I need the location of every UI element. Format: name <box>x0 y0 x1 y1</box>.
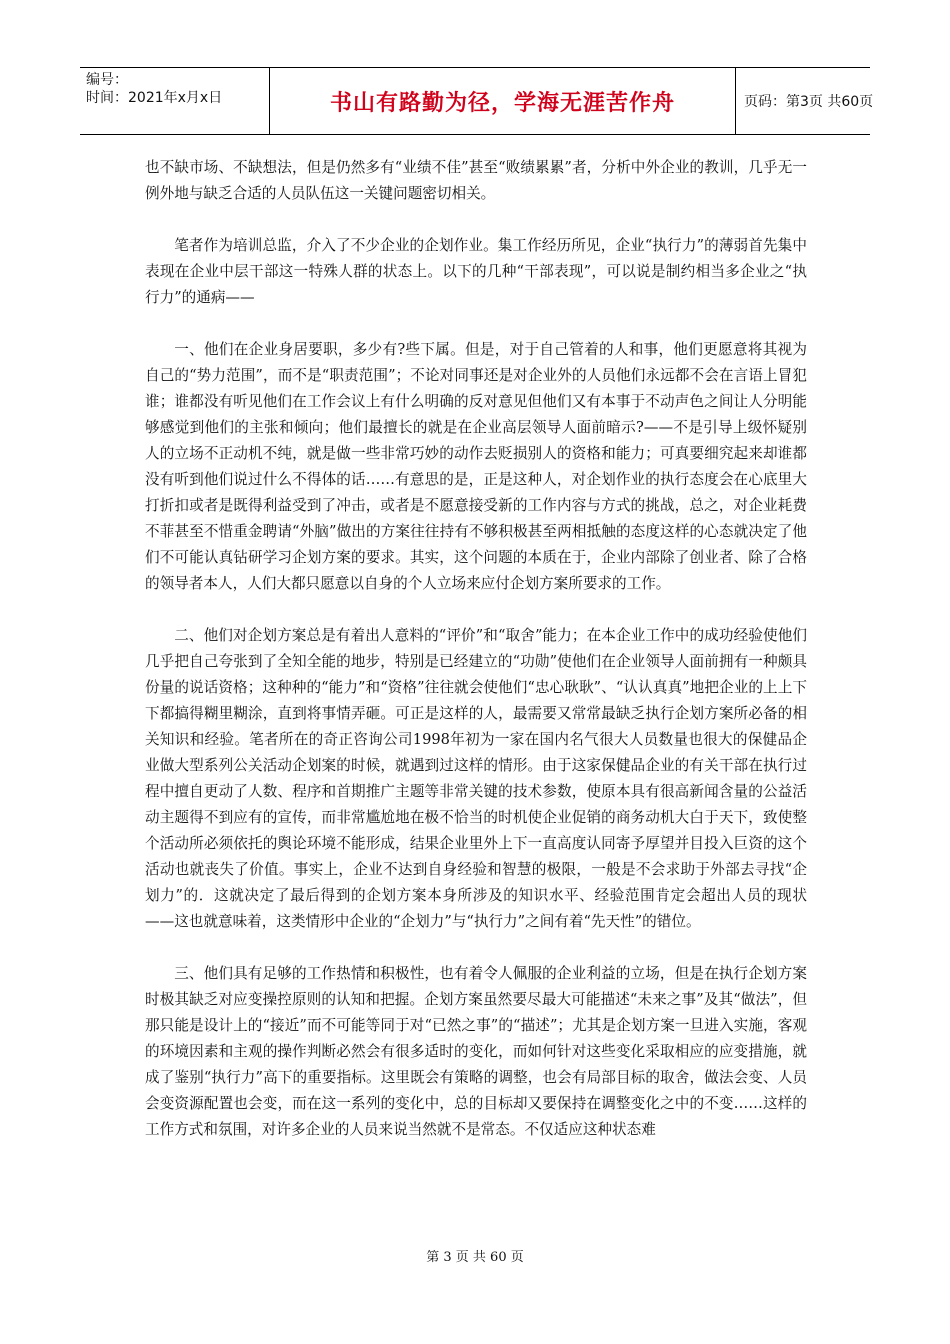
header-page-info: 页码：第3页 共60页 <box>744 94 874 110</box>
header-meta <box>80 68 270 134</box>
body-paragraph: 三、他们具有足够的工作热情和积极性，也有着令人佩服的企业利益的立场，但是在执行企划方案时极其缺乏对应变操控原则的认知和把握。企划方案虽然要尽最大可能描述“未来之事”及其“做法”，但那只能是设计上的“接近”而不可能等同于对“已然之事”的“描述”；尤其是企划方案一旦进入实施，客观的环境因素和主观的操作判断必然会有很多适时的变化，而如何针对这些变化采取相应的应变措施，就成了鉴别“执行力”高下的重要指标。这里既会有策略的调整，也会有局部目标的取舍，做法会变、人员会变资源配置也会变，而在这一系列的变化中，总的目标却又要保持在调整变化之中的不变……这样的工作方式和氛围，对许多企业的人员来说当然就不是常态。不仅适应这种状态难 <box>145 965 807 1138</box>
body-paragraph: 二、他们对企划方案总是有着出人意料的“评价”和“取舍”能力；在本企业工作中的成功经验使他们几乎把自己夸张到了全知全能的地步，特别是已经建立的“功勋”使他们在企业领导人面前拥有一种颇具份量的说话资格；这种种的“能力”和“资格”往往就会使他们“忠心耿耿”、“认认真真”地把企业的上上下下都搞得糊里糊涂，直到将事情弄砸。可正是这样的人，最需要又常常最缺乏执行企划方案所必备的相关知识和经验。笔者所在的奇正咨询公司1998年初为一家在国内名气很大人员数量也很大的保健品企业做大型系列公关活动企划案的时候，就遇到过这样的情形。由于这家保健品企业的有关干部在执行过程中擅自更动了人数、程序和首期推广主题等非常关键的技术参数，使原本具有很高新闻含量的公益活动主题得不到应有的宣传，而非常尴尬地在极不恰当的时机使企业促销的商务动机大白于天下，致使整个活动所必须依托的舆论环境不能形成，结果企业里外上下一直高度认同寄予厚望并目投入巨资的这个活动也就丧失了价值。事实上，企业不达到自身经验和智慧的极限，一般是不会求助于外部去寻找“企划力”的．这就决定了最后得到的企划方案本身所涉及的知识水平、经验范围肯定会超出人员的现状——这也就意味着，这类情形中企业的“企划力”与“执行力”之间有着“先天性”的错位。 <box>145 627 807 930</box>
page-footer: 第 3 页 共 60 页 <box>426 1250 524 1265</box>
body-paragraph: 也不缺市场、不缺想法，但是仍然多有“业绩不佳”甚至“败绩累累”者，分析中外企业的教训，几乎无一例外地与缺乏合适的人员队伍这一关键问题密切相关。 <box>145 159 807 202</box>
page-header <box>80 67 874 135</box>
document-body <box>145 155 807 1169</box>
body-paragraph: 一、他们在企业身居要职，多少有?些下属。但是，对于自己管着的人和事，他们更愿意将其视为自己的“势力范围”，而不是“职责范围”；不论对同事还是对企业外的人员他们永远都不会在言语上冒犯谁；谁都没有听见他们在工作会议上有什么明确的反对意见但他们又有本事于不动声色之间让人分明能够感觉到他们的主张和倾向；他们最擅长的就是在企业高层领导人面前暗示?——不是引导上级怀疑别人的立场不正动机不纯，就是做一些非常巧妙的动作去贬损别人的资格和能力；可真要细究起来却谁都没有听到他们说过什么不得体的话……有意思的是，正是这种人，对企划作业的执行态度会在心底里大打折扣或者是既得利益受到了冲击，或者是不愿意接受新的工作内容与方式的挑战，总之，对企业耗费不菲甚至不惜重金聘请“外脑”做出的方案往往持有不够积极甚至两相抵触的态度这样的心态就决定了他们不可能认真钻研学习企划方案的要求。其实，这个问题的本质在于，企业内部除了创业者、除了合格的领导者本人，人们大都只愿意以自身的个人立场来应付企划方案所要求的工作。 <box>145 341 807 592</box>
body-paragraph: 笔者作为培训总监，介入了不少企业的企划作业。集工作经历所见，企业“执行力”的薄弱首先集中表现在企业中层干部这一特殊人群的状态上。以下的几种“干部表现”，可以说是制约相当多企业之“执行力”的通病—— <box>145 237 807 306</box>
header-motto: 书山有路勤为径，学海无涯苦作舟 <box>270 68 736 134</box>
document-date-label: 时间：2021年x月x日 <box>86 90 223 106</box>
document-number-label: 编号： <box>86 72 128 88</box>
